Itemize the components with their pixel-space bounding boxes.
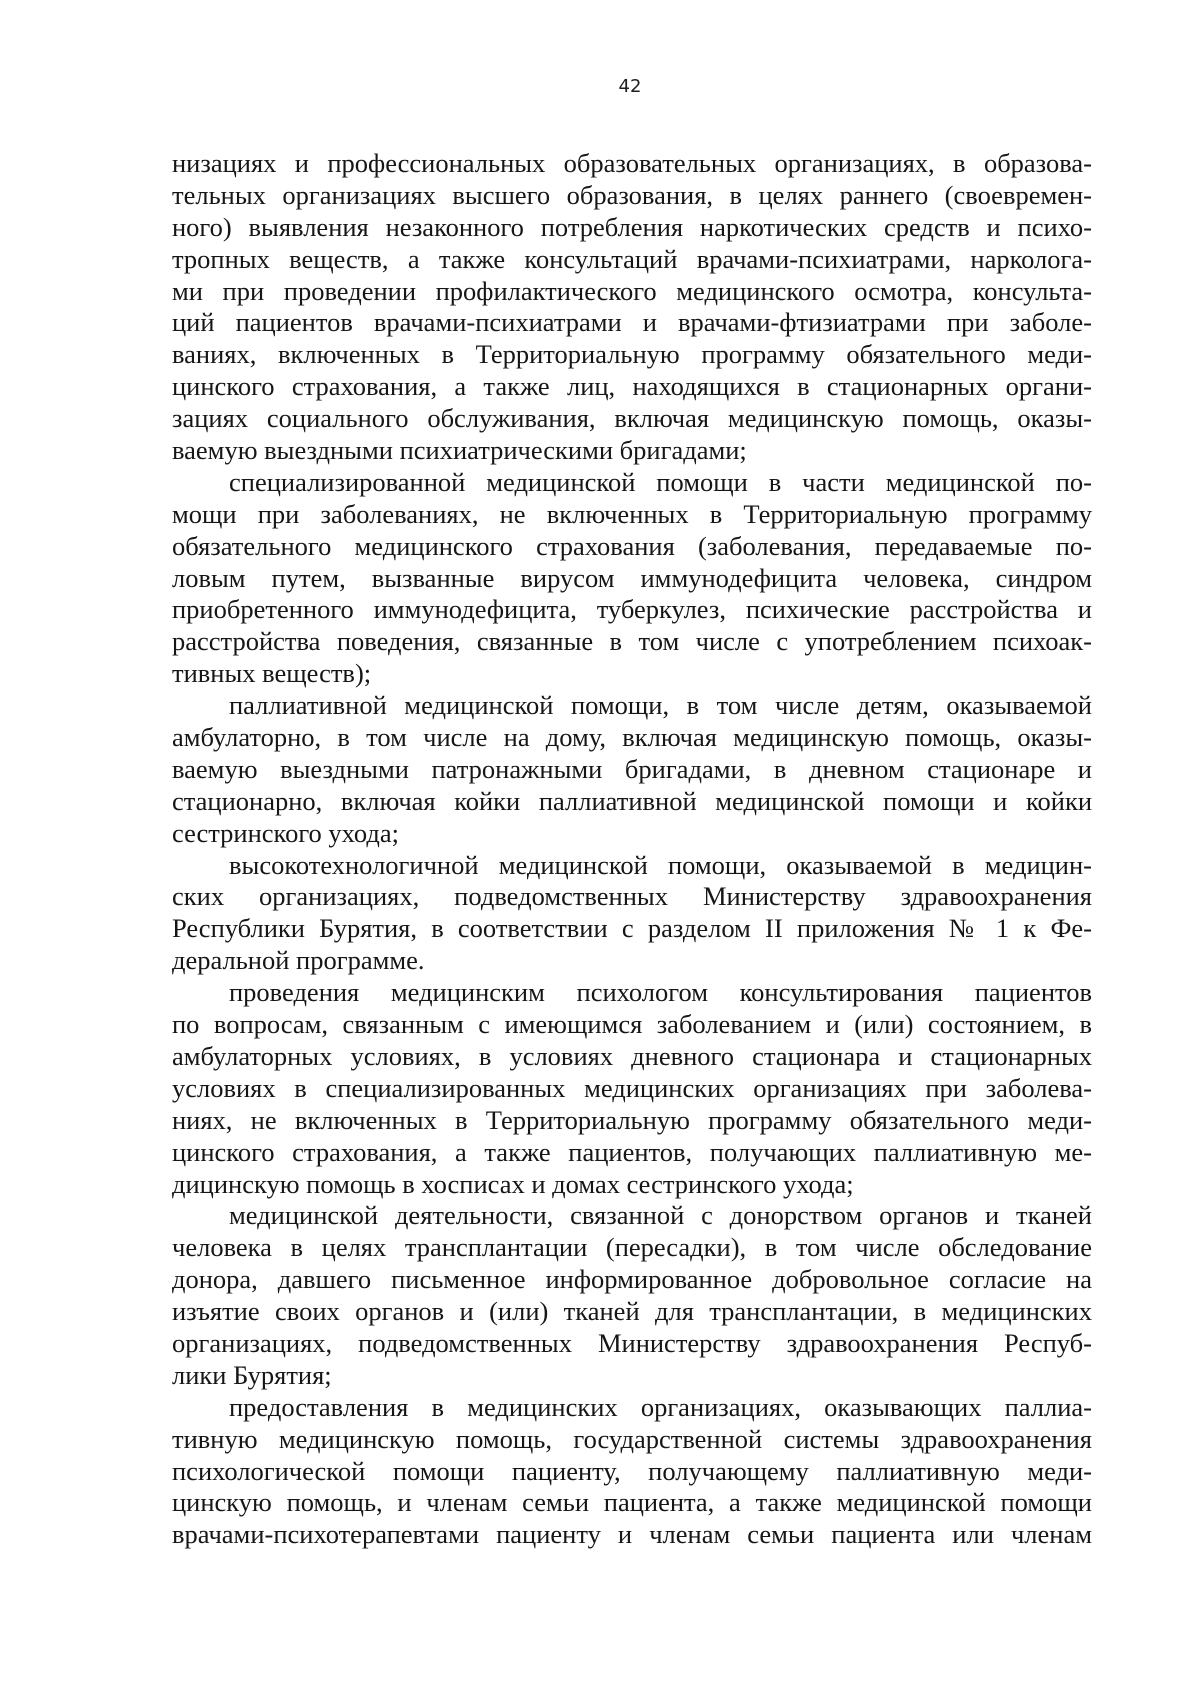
page-number: 42 bbox=[618, 76, 642, 97]
text-line: амбулаторных условиях, в условиях дневного стационара и стационарных bbox=[172, 1040, 1092, 1071]
text-line: зациях социального обслуживания, включая медицинскую помощь, оказы- bbox=[172, 403, 1092, 434]
text-line: ваниях, включенных в Территориальную программу обязательного меди- bbox=[172, 339, 1092, 370]
text-line: ми при проведении профилактического медицинского осмотра, консульта- bbox=[172, 275, 1092, 306]
text-line: тивную медицинскую помощь, государственной системы здравоохранения bbox=[172, 1423, 1092, 1454]
text-line: цинскую помощь, и членам семьи пациента, а также медицинской помощи bbox=[172, 1487, 1092, 1518]
text-line: лики Бурятия; bbox=[172, 1359, 332, 1390]
text-line: обязательного медицинского страхования (заболевания, передаваемые по- bbox=[172, 530, 1092, 561]
text-line: специализированной медицинской помощи в части медицинской по- bbox=[229, 466, 1092, 497]
text-line: деральной программе. bbox=[172, 945, 425, 976]
text-line: ниях, не включенных в Территориальную программу обязательного меди- bbox=[172, 1104, 1092, 1135]
text-line: приобретенного иммунодефицита, туберкулез, психические расстройства и bbox=[172, 594, 1092, 625]
paragraph bbox=[172, 850, 1092, 978]
text-line: проведения медицинским психологом консультирования пациентов bbox=[229, 977, 1092, 1008]
text-line: медицинской деятельности, связанной с донорством органов и тканей bbox=[229, 1200, 1092, 1231]
text-line: цинского страхования, а также лиц, находящихся в стационарных органи- bbox=[172, 371, 1092, 402]
text-line: мощи при заболеваниях, не включенных в Территориальную программу bbox=[172, 498, 1092, 529]
text-line: дицинскую помощь в хосписах и домах сестринского ухода; bbox=[172, 1168, 854, 1199]
text-line: по вопросам, связанным с имеющимся заболеванием и (или) состоянием, в bbox=[172, 1009, 1092, 1040]
text-line: высокотехнологичной медицинской помощи, оказываемой в медицин- bbox=[229, 849, 1092, 880]
text-line: ного) выявления незаконного потребления наркотических средств и психо- bbox=[172, 211, 1092, 242]
text-line: предоставления в медицинских организациях, оказывающих паллиа- bbox=[229, 1391, 1092, 1422]
text-line: сестринского ухода; bbox=[172, 817, 399, 848]
text-line: ловым путем, вызванные вирусом иммунодефицита человека, синдром bbox=[172, 562, 1092, 593]
text-line: тропных веществ, а также консультаций врачами-психиатрами, наркологa- bbox=[172, 243, 1092, 274]
text-line: ваемую выездными патронажными бригадами, в дневном стационаре и bbox=[172, 753, 1092, 784]
paragraph bbox=[172, 977, 1092, 1200]
text-line: изъятие своих органов и (или) тканей для трансплантации, в медицинских bbox=[172, 1296, 1092, 1327]
text-line: человека в целях трансплантации (пересадки), в том числе обследование bbox=[172, 1232, 1092, 1263]
text-line: организациях, подведомственных Министерству здравоохранения Респуб- bbox=[172, 1327, 1092, 1358]
paragraph bbox=[172, 467, 1092, 690]
text-line: амбулаторно, в том числе на дому, включая медицинскую помощь, оказы- bbox=[172, 722, 1092, 753]
text-line: тельных организациях высшего образования, в целях раннего (своевремен- bbox=[172, 179, 1092, 210]
text-line: стационарно, включая койки паллиативной медицинской помощи и койки bbox=[172, 785, 1092, 816]
text-line: низациях и профессиональных образовательных организациях, в образова- bbox=[172, 148, 1092, 178]
text-line: донора, давшего письменное информированное добровольное согласие на bbox=[172, 1264, 1092, 1295]
text-line: ваемую выездными психиатрическими бригадами; bbox=[172, 435, 747, 466]
paragraph bbox=[172, 148, 1092, 467]
paragraph bbox=[172, 1392, 1092, 1551]
text-line: условиях в специализированных медицинских организациях при заболева- bbox=[172, 1072, 1092, 1103]
text-line: паллиативной медицинской помощи, в том числе детям, оказываемой bbox=[229, 690, 1092, 721]
text-line: цинского страхования, а также пациентов, получающих паллиативную ме- bbox=[172, 1136, 1092, 1167]
text-line: врачами-психотерапевтами пациенту и членам семьи пациента или членам bbox=[172, 1519, 1092, 1550]
text-line: психологической помощи пациенту, получающему паллиативную меди- bbox=[172, 1455, 1092, 1486]
text-line: Республики Бурятия, в соответствии с разделом II приложения № 1 к Фе- bbox=[172, 913, 1092, 944]
text-line: тивных веществ); bbox=[172, 658, 372, 689]
text-line: расстройства поведения, связанные в том числе с употреблением психоак- bbox=[172, 626, 1092, 657]
body-text bbox=[172, 148, 1092, 1551]
paragraph bbox=[172, 1200, 1092, 1391]
text-line: ций пациентов врачами-психиатрами и врачами-фтизиатрами при заболе- bbox=[172, 307, 1092, 338]
text-line: ских организациях, подведомственных Министерству здравоохранения bbox=[172, 881, 1092, 912]
paragraph bbox=[172, 690, 1092, 849]
